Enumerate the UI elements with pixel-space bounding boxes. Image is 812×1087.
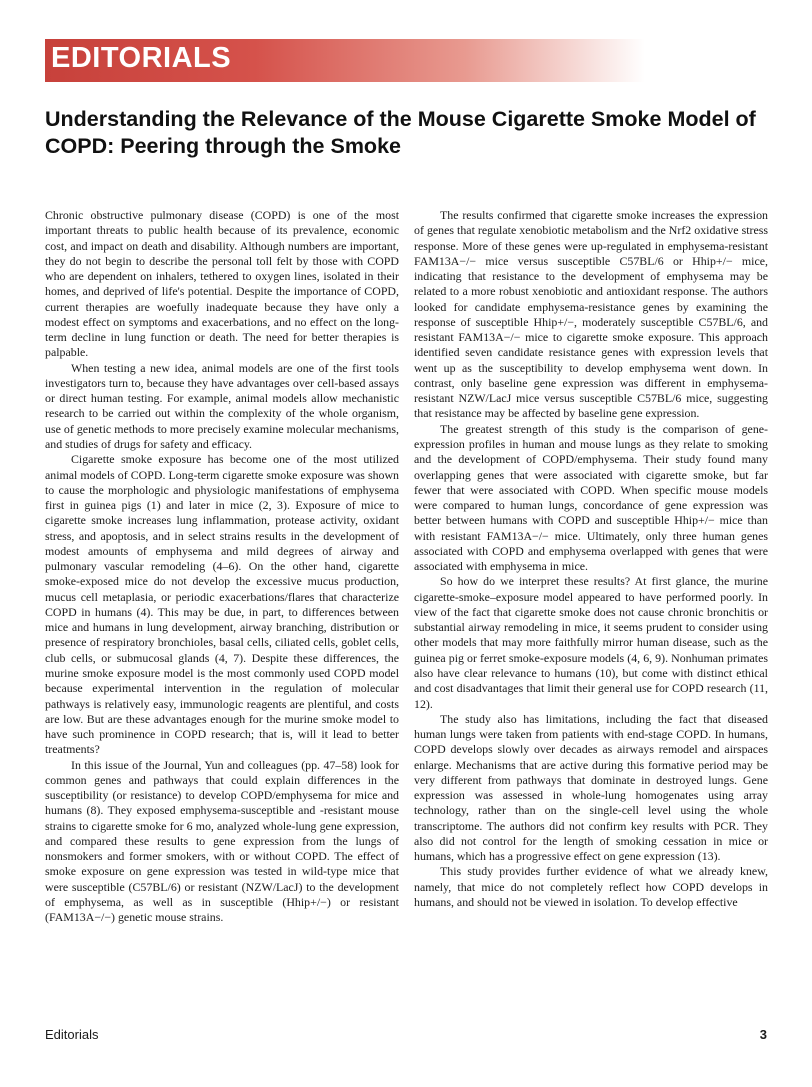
paragraph: In this issue of the Journal, Yun and colleagues (pp. 47–58) look for common genes and pathways that could explain differences in the susceptibility (or resistance) to develop COPD/emphysema for mice and humans (8). They exposed emphysema-susceptible and -resistant mouse strains to cigarette smoke for 6 mo, analyzed whole-lung gene expression, and compared these results to gene expression from the lungs of nonsmokers and former smokers, with or without COPD. The effect of smoke exposure on gene expression was tested in wild-type mice that were susceptible (C57BL/6) or resistant (NZW/LacJ) to the development of emphysema, as well as in susceptible (Hhip+/−) or resistant (FAM13A−/−) genetic mouse strains.: [45, 757, 399, 925]
paragraph: So how do we interpret these results? At first glance, the murine cigarette-smoke–exposure model appeared to have performed poorly. In view of the fact that cigarette smoke does not cause chronic bronchitis or substantial airway remodeling in mice, it seems prudent to consider using other models that may more faithfully mirror human disease, such as the guinea pig or ferret smoke-exposure models (4, 6, 9). Nonhuman primates also have clear relevance to humans (10), but come with distinct ethical and cost disadvantages that limit their general use for COPD research (11, 12).: [414, 574, 768, 711]
page-footer: [45, 1027, 767, 1045]
left-column: [45, 208, 399, 925]
paragraph: The greatest strength of this study is the comparison of gene-expression profiles in human and mouse lungs as they relate to smoking and the development of COPD/emphysema. Their study found many overlapping genes that were associated with cigarette smoke, but far fewer that were associated with COPD. When specific mouse models were compared to human lungs, concordance of gene expression was better between humans with COPD and susceptible Hhip+/− mice than with resistant FAM13A−/− mice. Ultimately, only three human genes associated with COPD and emphysema overlapped with genes that were associated with emphysema in mice.: [414, 421, 768, 574]
footer-section-label: Editorials: [45, 1027, 99, 1042]
paragraph: When testing a new idea, animal models are one of the first tools investigators turn to, because they have advantages over cell-based assays or direct human testing. For example, animal models allow mechanistic research to be carried out within the complexity of the whole organism, use of genetic methods to more precisely examine molecular mechanisms, and studies of drugs for safety and efficacy.: [45, 360, 399, 451]
page-number: 3: [759, 1027, 767, 1042]
article-title: Understanding the Relevance of the Mouse Cigarette Smoke Model of COPD: Peering through the Smoke: [45, 107, 756, 158]
section-label: EDITORIALS: [51, 42, 232, 74]
section-banner: [45, 39, 645, 82]
paragraph: This study provides further evidence of what we already knew, namely, that mice do not completely reflect how COPD develops in humans, and should not be viewed in isolation. To develop effective: [414, 864, 768, 909]
paragraph: The study also has limitations, including the fact that diseased human lungs were taken from patients with end-stage COPD. In humans, COPD develops slowly over decades as airways remodel and airspaces enlarge. Mechanisms that are active during this formative period may be very different from pathways that dominate in destroyed lungs. Gene expression was assessed in whole-lung homogenates using array technology, rather than on the single-cell level using the whole transcriptome. The authors did not confirm key results with PCR. They also did not control for the length of smoking cessation in mice or humans, which has a progressive effect on gene expression (13).: [414, 711, 768, 864]
right-column: [414, 208, 768, 910]
paragraph: The results confirmed that cigarette smoke increases the expression of genes that regulate xenobiotic metabolism and the Nrf2 oxidative stress response. More of these genes were up-regulated in emphysema-resistant FAM13A−/− mice versus susceptible C57BL/6 or Hhip+/− mice, indicating that resistance to the development of emphysema may be related to a more robust xenobiotic and antioxidant response. The authors looked for candidate emphysema-resistance genes by examining the response of susceptible Hhip+/−, moderately susceptible C57BL/6, and resistant FAM13A−/− mice to cigarette smoke exposure. This approach identified seven candidate resistance genes with expression levels that went up as the susceptibility to develop emphysema went down. In contrast, only baseline gene expression was different in emphysema-resistant NZW/LacJ mice versus susceptible C57BL/6 mice, suggesting that resistance may be affected by baseline gene expression.: [414, 208, 768, 421]
paragraph: Chronic obstructive pulmonary disease (COPD) is one of the most important threats to public health because of its prevalence, economic cost, and impact on death and disability. Although numbers are important, they do not begin to describe the personal toll felt by those with COPD who are dependent on inhalers, tethered to oxygen lines, isolated in their homes, and deprived of life's potential. Despite the importance of COPD, current therapies are woefully inadequate because they have only a modest effect on symptoms and exacerbations, and no effect on the long-term decline in lung function or death. The need for better therapies is palpable.: [45, 208, 399, 360]
paragraph: Cigarette smoke exposure has become one of the most utilized animal models of COPD. Long-term cigarette smoke exposure was shown to cause the morphologic and physiologic manifestations of emphysema first in guinea pigs (1) and later in mice (2, 3). Exposure of mice to cigarette smoke increases lung inflammation, protease activity, oxidant stress, and apoptosis, and in select strains results in the development of modest amounts of emphysema and mild degrees of airway and pulmonary vascular remodeling (4–6). On the other hand, cigarette smoke-exposed mice do not develop the excessive mucus production, mucus cell metaplasia, or periodic exacerbations/flares that characterize COPD in humans (4). This may be due, in part, to differences between mice and humans in lung development, airway branching, distribution or presence of respiratory bronchioles, basal cells, ciliated cells, goblet cells, club cells, or submucosal glands (4, 7). Despite these differences, the murine smoke exposure model is the most commonly used COPD model because experimental intervention in the regulation of molecular pathways is relatively easy, immunologic reagents are plentiful, and costs are low. But are these advantages enough for the murine smoke model to have such prominence in COPD research; that is, will it lead to better treatments?: [45, 452, 399, 757]
